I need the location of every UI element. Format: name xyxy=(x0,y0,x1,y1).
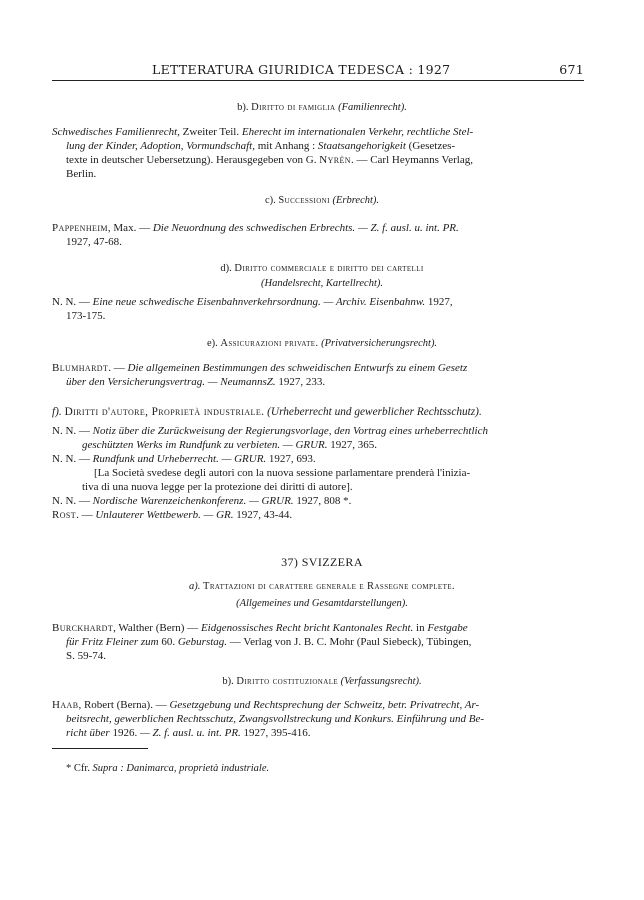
entry-line: lung der Kinder, Adoption, Vormundschaft, mit Anhang : Staatsangehorigkeit (Gesetzes- xyxy=(66,140,456,152)
entry-nn-notiz: N. N. — Notiz über die Zurückweisung der Regierungsvorlage, den Vortrag eines urheberrechtlich xyxy=(52,425,488,437)
entry-nn-warenzeichen: N. N. — Nordische Warenzeichenkonferenz. — GRUR. 1927, 808 *. xyxy=(52,495,352,507)
entry-line: Schwedisches Familienrecht, Zweiter Teil. Eherecht im internationalen Verkehr, rechtliche Stel- xyxy=(52,126,474,138)
running-title: LETTERATURA GIURIDICA TEDESCA : 1927 xyxy=(152,62,451,77)
entry-line: texte in deutscher Uebersetzung). Herausgegeben von G. Nyrèn. — Carl Heymanns Verlag, xyxy=(66,154,473,166)
entry-pappenheim: Pappenheim, Max. — Die Neuordnung des schwedischen Erbrechts. — Z. f. ausl. u. int. PR. xyxy=(52,222,459,234)
section-heading-constitutional: b). Diritto costituzionale (Verfassungsrecht). xyxy=(222,676,422,687)
section-heading-succession: c). Successioni (Erbrecht). xyxy=(264,195,380,206)
entry-line: 1927, 47-68. xyxy=(66,236,122,248)
footnote: * Cfr. Supra : Danimarca, proprietà industriale. xyxy=(66,763,270,774)
entry-line: richt über 1926. — Z. f. ausl. u. int. PR. 1927, 395-416. xyxy=(66,727,311,739)
entry-line: über den Versicherungsvertrag. — NeumannsZ. 1927, 233. xyxy=(66,376,326,388)
section-heading-insurance: e). Assicurazioni private. (Privatversicherungsrecht). xyxy=(206,338,438,349)
entry-nn-rundfunk: N. N. — Rundfunk und Urheberrecht. — GRUR. 1927, 693. xyxy=(52,453,316,465)
section-heading-commercial-law: d). Diritto commerciale e diritto dei cartelli xyxy=(220,263,424,274)
entry-nn-eisenbahn: N. N. — Eine neue schwedische Eisenbahnverkehrsordnung. — Archiv. Eisenbahnw. 1927, xyxy=(52,296,453,308)
entry-haab: Haab, Robert (Berna). — Gesetzgebung und Rechtsprechung der Schweitz, betr. Privatrecht, Ar- xyxy=(52,699,480,711)
entry-line: für Fritz Fleiner zum 60. Geburstag. — Verlag von J. B. C. Mohr (Paul Siebeck), Tübingen, xyxy=(66,636,472,648)
entry-line: geschützten Werks im Rundfunk zu verbieten. — GRUR. 1927, 365. xyxy=(82,439,378,451)
entry-line: S. 59-74. xyxy=(66,650,107,662)
country-heading: 37) SVIZZERA xyxy=(281,555,363,569)
section-subheading: (Allgemeines und Gesamtdarstellungen). xyxy=(236,598,408,609)
section-heading-general: a). Trattazioni di carattere generale e Rassegne complete. xyxy=(189,581,455,592)
footnote-rule xyxy=(52,748,148,749)
page-number: 671 xyxy=(559,62,584,77)
entry-blumhardt: Blumhardt. — Die allgemeinen Bestimmungen des schweidischen Entwurfs zu einem Gesetz xyxy=(52,362,468,374)
header-rule xyxy=(52,80,584,81)
entry-burckhardt: Burckhardt, Walther (Bern) — Eidgenossisches Recht bricht Kantonales Recht. in Festgabe xyxy=(52,622,468,634)
section-heading-copyright: f). Diritti d'autore, Proprietà industriale. (Urheberrecht und gewerblicher Rechtsschutz). xyxy=(52,406,482,418)
entry-line: beitsrecht, gewerblichen Rechtsschutz, Zwangsvollstreckung und Konkurs. Einführung und Be- xyxy=(66,713,485,725)
entry-line: Berlin. xyxy=(66,168,97,180)
running-header xyxy=(52,62,584,78)
entry-line: 173-175. xyxy=(66,310,106,322)
section-subheading: (Handelsrecht, Kartellrecht). xyxy=(261,278,383,289)
editorial-note: [La Società svedese degli autori con la nuova sessione parlamentare prenderà l'inizia- xyxy=(94,467,471,479)
entry-rost: Rost. — Unlauterer Wettbewerb. — GR. 1927, 43-44. xyxy=(52,509,293,521)
section-heading-family-law: b). Diritto di famiglia (Familienrecht). xyxy=(237,102,407,113)
editorial-note: tiva di una nuova legge per la protezione dei diritti di autore]. xyxy=(82,481,353,493)
